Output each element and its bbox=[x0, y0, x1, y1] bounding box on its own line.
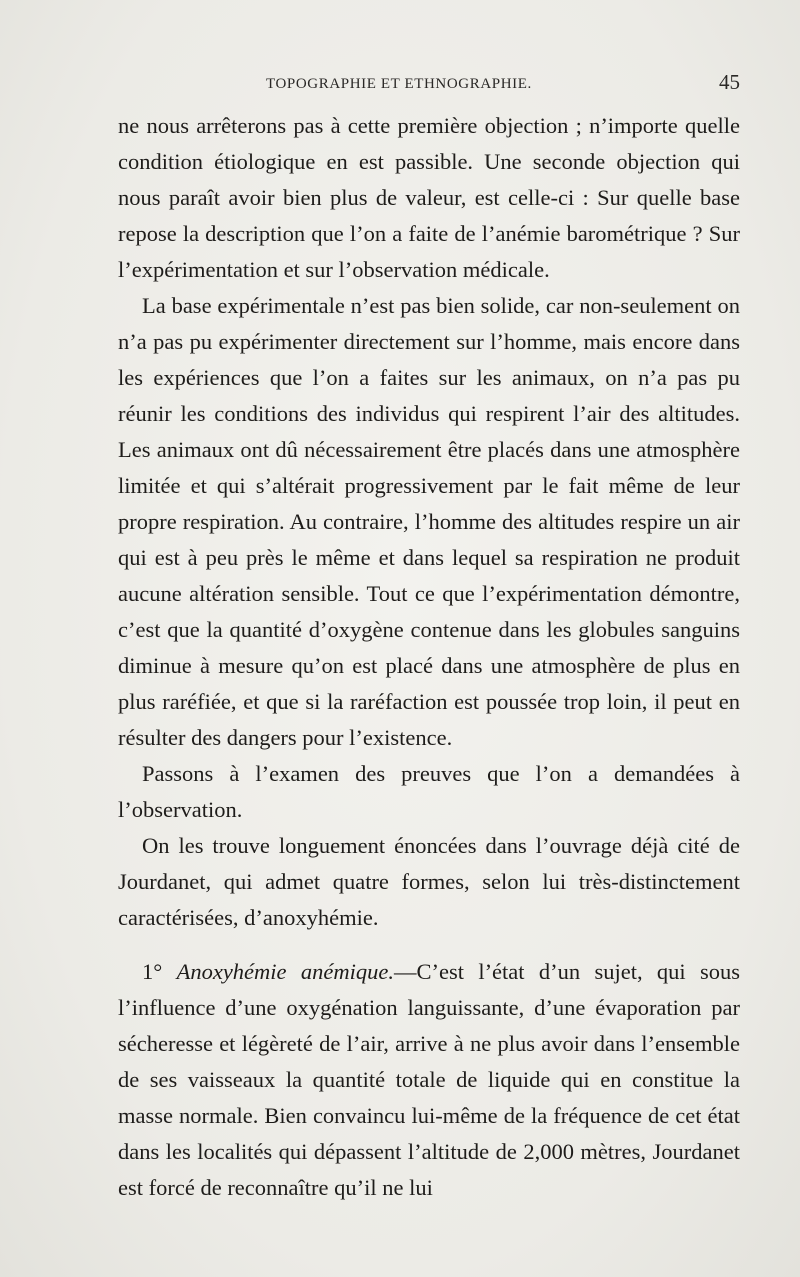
section-anoxyhemie-anemique bbox=[118, 954, 740, 1206]
running-title: TOPOGRAPHIE ET ETHNOGRAPHIE. bbox=[266, 76, 532, 92]
page-header bbox=[118, 70, 740, 100]
paragraph-observation: Passons à l’examen des preuves que l’on a demandées à l’observation. bbox=[118, 761, 740, 822]
section-text: —C’est l’état d’un sujet, qui sous l’influence d’une oxygénation languissante, d’une évaporation par sécheresse et légèreté de l’air, arrive à ne plus avoir dans l’ensemble de ses vaisseaux la quantité totale de liquide qui en constitue la masse normale. Bien convaincu lui-même de la fréquence de cet état dans les localités qui dépassent l’altitude de 2,000 mètres, Jourdanet est forcé de reconnaître qu’il ne lui bbox=[118, 959, 741, 1200]
section-title: Anoxyhémie anémique. bbox=[176, 959, 394, 984]
page-number: 45 bbox=[719, 70, 740, 94]
body-text bbox=[118, 108, 740, 1206]
paragraph-continuation: ne nous arrêterons pas à cette première objection ; n’importe quelle condition étiologique en est passible. Une seconde objection qui nous paraît avoir bien plus de valeur, est celle-ci : Sur quelle base repose la description que l’on a faite de l’anémie barométrique ? Sur l’expérimentation et sur l’observation médicale. bbox=[118, 113, 740, 282]
paragraph-experimental-base: La base expérimentale n’est pas bien solide, car non-seulement on n’a pas pu expérimenter directement sur l’homme, mais encore dans les expériences que l’on a faites sur les animaux, on n’a pas pu réunir les conditions des individus qui respirent l’air des altitudes. Les animaux ont dû nécessairement être placés dans une atmosphère limitée et qui s’altérait progressivement par le fait même de leur propre respiration. Au contraire, l’homme des altitudes respire un air qui est à peu près le même et dans lequel sa respiration ne produit aucune altération sensible. Tout ce que l’expérimentation démontre, c’est que la quantité d’oxygène contenue dans les globules sanguins diminue à mesure qu’on est placé dans une atmosphère de plus en plus raréfiée, et que si la raréfaction est poussée trop loin, il peut en résulter des dangers pour l’existence. bbox=[118, 293, 740, 750]
paragraph-jourdanet: On les trouve longuement énoncées dans l’ouvrage déjà cité de Jourdanet, qui admet quatre formes, selon lui très-distinctement caractérisées, d’anoxyhémie. bbox=[118, 833, 740, 930]
section-number: 1° bbox=[142, 959, 163, 984]
